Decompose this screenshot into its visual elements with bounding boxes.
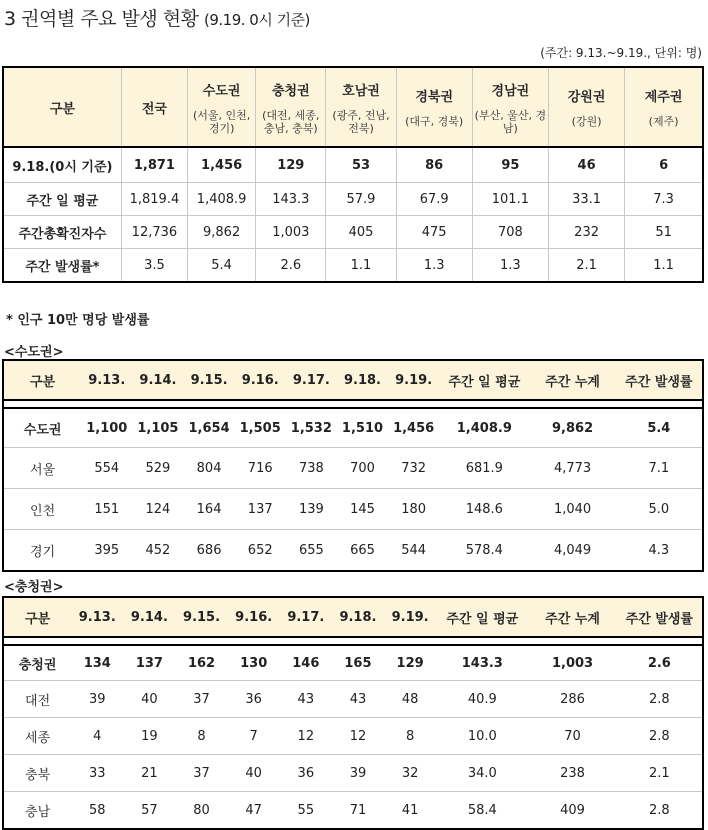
chungcheong-column-header: 주간 누계 (528, 597, 616, 637)
capital-column-header: 주간 일 평균 (439, 360, 529, 400)
chungcheong-region-cell: 238 (528, 755, 616, 792)
capital-region-cell: 124 (132, 489, 183, 530)
capital-region-cell: 578.4 (439, 530, 529, 572)
column-name: 수도권 (202, 83, 241, 99)
summary-column-header (188, 67, 256, 147)
column-name: 전국 (141, 101, 167, 117)
summary-value: 1,871 (121, 147, 187, 183)
capital-region-cell: 395 (81, 530, 132, 572)
capital-total-row (3, 408, 703, 448)
capital-total-cell: 1,505 (235, 408, 286, 448)
chungcheong-region-row (3, 755, 703, 792)
capital-total-cell: 1,510 (337, 408, 388, 448)
chungcheong-region-cell: 21 (123, 755, 175, 792)
capital-region-row (3, 489, 703, 530)
capital-total-cell: 1,105 (132, 408, 183, 448)
summary-row-label: 주간 발생률* (25, 259, 100, 275)
capital-column-header: 주간 누계 (529, 360, 615, 400)
chungcheong-total-cell: 1,003 (528, 645, 616, 681)
capital-region-cell: 137 (235, 489, 286, 530)
column-name: 호남권 (342, 83, 380, 99)
chungcheong-region-cell: 19 (123, 718, 175, 755)
page-title (4, 4, 310, 31)
column-region-list: (제주) (648, 115, 679, 128)
capital-region-cell: 139 (286, 489, 337, 530)
chungcheong-region-cell: 286 (528, 681, 616, 718)
summary-value: 86 (396, 147, 472, 183)
chungcheong-column-header: 9.14. (123, 597, 175, 637)
capital-region-cell: 738 (286, 448, 337, 489)
summary-value: 1,408.9 (188, 183, 256, 216)
capital-region-cell: 681.9 (439, 448, 529, 489)
chungcheong-region-cell: 39 (71, 681, 123, 718)
chungcheong-total-cell: 137 (123, 645, 175, 681)
chungcheong-column-header: 9.16. (228, 597, 280, 637)
summary-value: 708 (472, 216, 548, 249)
capital-region-cell: 7.1 (616, 448, 703, 489)
summary-column-header (121, 67, 187, 147)
capital-region-cell: 4.3 (616, 530, 703, 572)
summary-row-label: 주간 일 평균 (3, 183, 121, 216)
chungcheong-table (2, 596, 704, 830)
chungcheong-column-header: 9.18. (332, 597, 384, 637)
chungcheong-region-cell: 40 (228, 755, 280, 792)
summary-row (3, 183, 703, 216)
chungcheong-region-cell: 55 (280, 792, 332, 830)
chungcheong-region-cell: 41 (384, 792, 436, 830)
capital-region-cell: 700 (337, 448, 388, 489)
capital-region-cell: 1,040 (529, 489, 615, 530)
chungcheong-region-cell: 36 (280, 755, 332, 792)
chungcheong-header-row (3, 597, 703, 637)
summary-value: 101.1 (472, 183, 548, 216)
capital-region-cell: 732 (388, 448, 439, 489)
summary-value: 1,819.4 (121, 183, 187, 216)
summary-table (2, 66, 704, 283)
capital-region-cell: 655 (286, 530, 337, 572)
summary-column-header (472, 67, 548, 147)
capital-header-row (3, 360, 703, 400)
capital-region-cell: 665 (337, 530, 388, 572)
summary-column-header (396, 67, 472, 147)
chungcheong-region-row (3, 718, 703, 755)
column-name: 경남권 (491, 83, 530, 99)
summary-value: 67.9 (396, 183, 472, 216)
summary-value: 1.1 (625, 249, 703, 283)
column-region-list: (강원) (571, 115, 602, 128)
section-label-chungcheong: <충청권> (4, 580, 64, 595)
chungcheong-region-cell: 39 (332, 755, 384, 792)
capital-region-cell: 554 (81, 448, 132, 489)
capital-total-cell: 1,100 (81, 408, 132, 448)
capital-region-cell: 서울 (3, 448, 81, 489)
summary-value: 475 (396, 216, 472, 249)
summary-value: 7.3 (625, 183, 703, 216)
summary-value: 46 (548, 147, 624, 183)
chungcheong-region-cell: 57 (123, 792, 175, 830)
chungcheong-total-row (3, 645, 703, 681)
chungcheong-column-header: 9.17. (280, 597, 332, 637)
capital-region-cell: 180 (388, 489, 439, 530)
capital-region-cell: 151 (81, 489, 132, 530)
capital-column-header: 9.13. (81, 360, 132, 400)
chungcheong-region-cell: 2.1 (617, 755, 703, 792)
chungcheong-region-cell: 2.8 (617, 718, 703, 755)
title-subtext: (9.19. 0시 기준) (203, 11, 310, 29)
chungcheong-column-header: 주간 발생률 (617, 597, 703, 637)
summary-value: 232 (548, 216, 624, 249)
capital-region-cell: 4,773 (529, 448, 615, 489)
capital-region-cell: 경기 (3, 530, 81, 572)
section-label-capital: <수도권> (4, 345, 64, 360)
spacer-cell (3, 637, 703, 645)
column-name: 경북권 (415, 90, 454, 105)
summary-value: 53 (326, 147, 396, 183)
chungcheong-total-cell: 143.3 (436, 645, 528, 681)
chungcheong-total-cell: 2.6 (617, 645, 703, 681)
column-region-list: (부산, 울산, 경남) (474, 108, 547, 135)
column-name: 제주권 (644, 90, 683, 105)
capital-region-cell: 164 (184, 489, 235, 530)
summary-row-label: 9.18.(0시 기준) (3, 147, 121, 183)
summary-value: 1.3 (472, 249, 548, 283)
capital-total-cell: 5.4 (616, 408, 703, 448)
chungcheong-region-cell: 40.9 (436, 681, 528, 718)
footnote: * 인구 10만 명당 발생률 (6, 313, 150, 328)
chungcheong-region-cell: 71 (332, 792, 384, 830)
capital-region-cell: 5.0 (616, 489, 703, 530)
chungcheong-region-cell: 대전 (3, 681, 71, 718)
chungcheong-total-cell: 134 (71, 645, 123, 681)
capital-column-header: 9.19. (388, 360, 439, 400)
capital-region-cell: 804 (184, 448, 235, 489)
summary-value: 5.4 (188, 249, 256, 283)
chungcheong-column-header: 9.15. (175, 597, 227, 637)
chungcheong-region-cell: 8 (175, 718, 227, 755)
chungcheong-region-cell: 58.4 (436, 792, 528, 830)
chungcheong-region-cell: 12 (280, 718, 332, 755)
chungcheong-region-cell: 4 (71, 718, 123, 755)
capital-region-cell: 686 (184, 530, 235, 572)
capital-region-cell: 148.6 (439, 489, 529, 530)
chungcheong-region-cell: 58 (71, 792, 123, 830)
summary-row-label: 주간총확진자수 (3, 216, 121, 249)
summary-column-header (625, 67, 703, 147)
summary-value: 51 (625, 216, 703, 249)
chungcheong-total-cell: 130 (228, 645, 280, 681)
chungcheong-region-cell: 12 (332, 718, 384, 755)
column-name: 충청권 (271, 83, 310, 99)
chungcheong-region-cell: 70 (528, 718, 616, 755)
summary-column-header (256, 67, 326, 147)
chungcheong-region-cell: 36 (228, 681, 280, 718)
summary-column-header (548, 67, 624, 147)
chungcheong-spacer (3, 637, 703, 645)
summary-value: 6 (625, 147, 703, 183)
chungcheong-column-header: 9.13. (71, 597, 123, 637)
summary-value: 143.3 (256, 183, 326, 216)
chungcheong-region-cell: 세종 (3, 718, 71, 755)
capital-total-cell: 9,862 (529, 408, 615, 448)
chungcheong-region-cell: 48 (384, 681, 436, 718)
summary-value: 33.1 (548, 183, 624, 216)
capital-column-header: 9.18. (337, 360, 388, 400)
chungcheong-region-cell: 7 (228, 718, 280, 755)
column-region-list: (서울, 인천, 경기) (192, 108, 251, 135)
summary-value: 1,003 (256, 216, 326, 249)
capital-table (2, 359, 704, 572)
capital-region-cell: 인천 (3, 489, 81, 530)
summary-value: 2.1 (548, 249, 624, 283)
capital-total-cell: 수도권 (3, 408, 81, 448)
capital-total-cell: 1,408.9 (439, 408, 529, 448)
capital-total-cell: 1,456 (388, 408, 439, 448)
summary-value: 57.9 (326, 183, 396, 216)
chungcheong-region-cell: 37 (175, 681, 227, 718)
unit-note: (주간: 9.13.~9.19., 단위: 명) (540, 46, 702, 60)
capital-region-row (3, 530, 703, 572)
capital-spacer (3, 400, 703, 408)
chungcheong-region-cell: 32 (384, 755, 436, 792)
summary-value: 95 (472, 147, 548, 183)
chungcheong-region-cell: 2.8 (617, 681, 703, 718)
chungcheong-total-cell: 165 (332, 645, 384, 681)
chungcheong-region-cell: 2.8 (617, 792, 703, 830)
summary-header-row (3, 67, 703, 147)
capital-column-header: 주간 발생률 (616, 360, 703, 400)
column-name: 강원권 (567, 90, 606, 105)
chungcheong-region-cell: 43 (332, 681, 384, 718)
summary-value: 12,736 (121, 216, 187, 249)
chungcheong-region-cell: 충북 (3, 755, 71, 792)
capital-total-cell: 1,532 (286, 408, 337, 448)
capital-region-cell: 544 (388, 530, 439, 572)
summary-value: 2.6 (256, 249, 326, 283)
chungcheong-region-cell: 40 (123, 681, 175, 718)
summary-value: 3.5 (121, 249, 187, 283)
summary-value: 9,862 (188, 216, 256, 249)
capital-column-header: 9.14. (132, 360, 183, 400)
capital-column-header: 9.15. (184, 360, 235, 400)
chungcheong-total-cell: 162 (175, 645, 227, 681)
chungcheong-region-cell: 409 (528, 792, 616, 830)
chungcheong-region-cell: 10.0 (436, 718, 528, 755)
capital-column-header: 구분 (3, 360, 81, 400)
chungcheong-column-header: 주간 일 평균 (436, 597, 528, 637)
capital-column-header: 9.17. (286, 360, 337, 400)
summary-column-header (326, 67, 396, 147)
chungcheong-region-cell: 80 (175, 792, 227, 830)
summary-value: 405 (326, 216, 396, 249)
chungcheong-region-cell: 충남 (3, 792, 71, 830)
summary-row (3, 216, 703, 249)
chungcheong-region-cell: 33 (71, 755, 123, 792)
chungcheong-region-cell: 8 (384, 718, 436, 755)
summary-row (3, 249, 703, 283)
column-region-list: (대전, 세종, 충남, 충북) (262, 108, 320, 135)
chungcheong-total-cell: 충청권 (3, 645, 71, 681)
column-region-list: (대구, 경북) (405, 115, 464, 128)
summary-value: 129 (256, 147, 326, 183)
chungcheong-total-cell: 129 (384, 645, 436, 681)
chungcheong-total-cell: 146 (280, 645, 332, 681)
chungcheong-region-cell: 43 (280, 681, 332, 718)
capital-region-cell: 529 (132, 448, 183, 489)
spacer-cell (3, 400, 703, 408)
chungcheong-region-cell: 37 (175, 755, 227, 792)
chungcheong-region-cell: 47 (228, 792, 280, 830)
capital-region-cell: 652 (235, 530, 286, 572)
capital-column-header: 9.16. (235, 360, 286, 400)
summary-value: 1.3 (396, 249, 472, 283)
capital-region-cell: 452 (132, 530, 183, 572)
capital-region-cell: 145 (337, 489, 388, 530)
chungcheong-region-row (3, 681, 703, 718)
summary-row (3, 147, 703, 183)
capital-region-cell: 716 (235, 448, 286, 489)
capital-region-row (3, 448, 703, 489)
summary-corner-cell: 구분 (49, 101, 75, 117)
chungcheong-column-header: 9.19. (384, 597, 436, 637)
capital-region-cell: 4,049 (529, 530, 615, 572)
capital-total-cell: 1,654 (184, 408, 235, 448)
summary-value: 1,456 (188, 147, 256, 183)
title-text: 3 권역별 주요 발생 현황 (4, 8, 199, 30)
chungcheong-region-cell: 34.0 (436, 755, 528, 792)
column-region-list: (광주, 전남, 전북) (332, 108, 390, 135)
chungcheong-region-row (3, 792, 703, 830)
chungcheong-column-header: 구분 (3, 597, 71, 637)
summary-value: 1.1 (326, 249, 396, 283)
